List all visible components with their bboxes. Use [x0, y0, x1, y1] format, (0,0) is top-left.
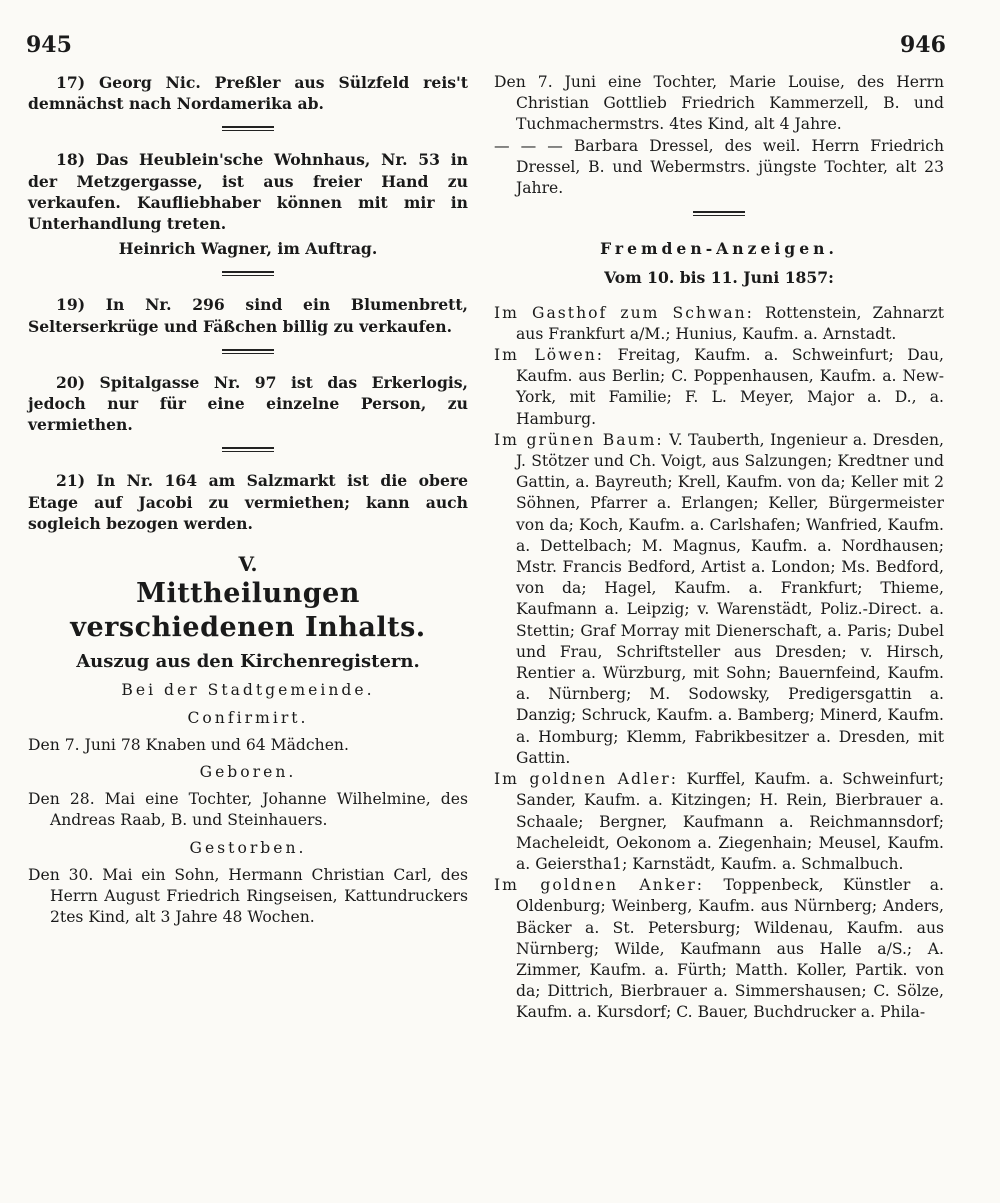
hotel-name: Im Löwen: — [494, 346, 605, 365]
ad-20: 20) Spitalgasse Nr. 97 ist das Erkerlogis, jedoch nur für eine einzelne Person, zu vermiethen. — [28, 372, 468, 435]
divider — [222, 126, 274, 131]
hotel-entry — [494, 430, 944, 769]
hotel-entry — [494, 345, 944, 430]
born-heading: Geboren. — [199, 763, 297, 782]
page-number-left: 945 — [26, 32, 72, 58]
hotel-entry — [494, 875, 944, 1023]
confirmed-text: Den 7. Juni 78 Knaben und 64 Mädchen. — [28, 735, 349, 754]
hotel-name: Im Gasthof zum Schwan: — [494, 303, 754, 322]
parish-heading: Bei der Stadtgemeinde. — [121, 681, 375, 700]
divider — [693, 211, 745, 216]
foreign-heading: Fremden-Anzeigen. — [600, 239, 838, 259]
died-heading: Gestorben. — [189, 838, 307, 857]
hotel-entry — [494, 769, 944, 875]
hotel-guests: Toppenbeck, Künstler a. Oldenburg; Weinberg, Kaufm. aus Nürnberg; Anders, Bäcker a. St. Petersburg; Wildenau, Kaufm. aus Nürnberg; Wilde, Kaufmann aus Halle a/S.; A. Zimmer, Kaufm. a. Fürth; Matth. Koller, Partik. von da; Dittrich, Bierbrauer a. Simmershausen; C. Sölze, Kaufm. a. Kursdorf; C. Bauer, Buchdrucker a. Phila- — [516, 876, 944, 1022]
hotel-guests: Freitag, Kaufm. a. Schweinfurt; Dau, Kaufm. aus Berlin; C. Poppenhausen, Kaufm. a. New-York, mit Familie; F. L. Meyer, Major a. D., a. Hamburg. — [516, 346, 945, 428]
ad-19: 19) In Nr. 296 sind ein Blumenbrett, Selterserkrüge und Fäßchen billig zu verkaufen. — [28, 295, 468, 336]
hotel-guests: V. Tauberth, Ingenieur a. Dresden, J. Stötzer und Ch. Voigt, aus Salzungen; Kredtner und Gattin, a. Bayreuth; Krell, Kaufm. von da; Keller mit 2 Söhnen, Pfarrer a. Erlangen; Keller, Bürgermeister von da; Koch, Kaufm. a. Carlshafen; Wanfried, Kaufm. a. Dettelbach; M. Magnus, Kaufm. a. Nordhausen; Mstr. Francis Bedford, Artist a. London; Ms. Bedford, von da; Hagel, Kaufm. a. Frankfurt; Thieme, Kaufmann a. Leipzig; v. Warenstädt, Poliz.-Direct. a. Stettin; Graf Morray mit Dienerschaft, a. Paris; Dubel und Frau, Schriftsteller aus Dresden; v. Hirsch, Rentier a. Würzburg, mit Sohn; Bauernfeind, Kaufm. a. Nürnberg; M. Sodowsky, Predigersgattin a. Danzig; Schruck, Kaufm. a. Bamberg; Minerd, Kaufm. a. Homburg; Klemm, Fabrikbesitzer a. Dresden, mit Gattin. — [516, 430, 944, 767]
section-title: Mittheilungen verschiedenen Inhalts. — [70, 578, 426, 644]
died-text: Den 30. Mai ein Sohn, Hermann Christian Carl, des Herrn August Friedrich Ringseisen, Kattundruckers 2tes Kind, alt 3 Jahre 48 Wochen. — [28, 865, 468, 927]
page-number-right: 946 — [900, 32, 946, 58]
right-column — [494, 72, 944, 1024]
left-column — [28, 72, 468, 928]
death-entry-1: Den 7. Juni eine Tochter, Marie Louise, des Herrn Christian Gottlieb Friedrich Kammerzell, B. und Tuchmachermstrs. 4tes Kind, alt 4 Jahre. — [494, 73, 944, 134]
hotel-guests: Rottenstein, Zahnarzt aus Frankfurt a/M.; Hunius, Kaufm. a. Arnstadt. — [516, 303, 944, 343]
born-text: Den 28. Mai eine Tochter, Johanne Wilhelmine, des Andreas Raab, B. und Steinhauers. — [28, 790, 468, 830]
hotel-name: Im goldnen Adler: — [494, 770, 678, 789]
hotel-entry — [494, 303, 944, 345]
confirmed-heading: Confirmirt. — [187, 708, 309, 727]
divider — [222, 349, 274, 354]
section-number: V. — [238, 552, 258, 577]
hotel-name: Im grünen Baum: — [494, 430, 664, 449]
ad-18: 18) Das Heublein'sche Wohnhaus, Nr. 53 in der Metzgergasse, ist aus freier Hand zu verkaufen. Kaufliebhaber können mit mir in Unterhandlung treten. — [28, 150, 468, 234]
ad-21: 21) In Nr. 164 am Salzmarkt ist die obere Etage auf Jacobi zu vermiethen; kann auch sogleich bezogen werden. — [28, 471, 468, 533]
ad-18-signature: Heinrich Wagner, im Auftrag. — [118, 239, 378, 259]
divider — [222, 447, 274, 452]
hotel-guests: Kurffel, Kaufm. a. Schweinfurt; Sander, Kaufm. a. Kitzingen; H. Rein, Bierbrauer a. Schaale; Bergner, Kaufmann a. Reichmannsdorf; Macheleidt, Oekonom a. Ziegenhain; Meusel, Kaufm. a. Geierstha1; Karnstädt, Kaufm. a. Schmalbuch. — [516, 770, 944, 873]
death-entry-2: — — — Barbara Dressel, des weil. Herrn Friedrich Dressel, B. und Webermstrs. jüngste Tochter, alt 23 Jahre. — [494, 136, 944, 198]
hotel-name: Im goldnen Anker: — [494, 876, 705, 895]
sub-title: Auszug aus den Kirchenregistern. — [76, 651, 420, 673]
divider — [222, 271, 274, 276]
ad-17: 17) Georg Nic. Preßler aus Sülzfeld reis't demnächst nach Nordamerika ab. — [28, 73, 468, 114]
foreign-date: Vom 10. bis 11. Juni 1857: — [604, 268, 834, 288]
